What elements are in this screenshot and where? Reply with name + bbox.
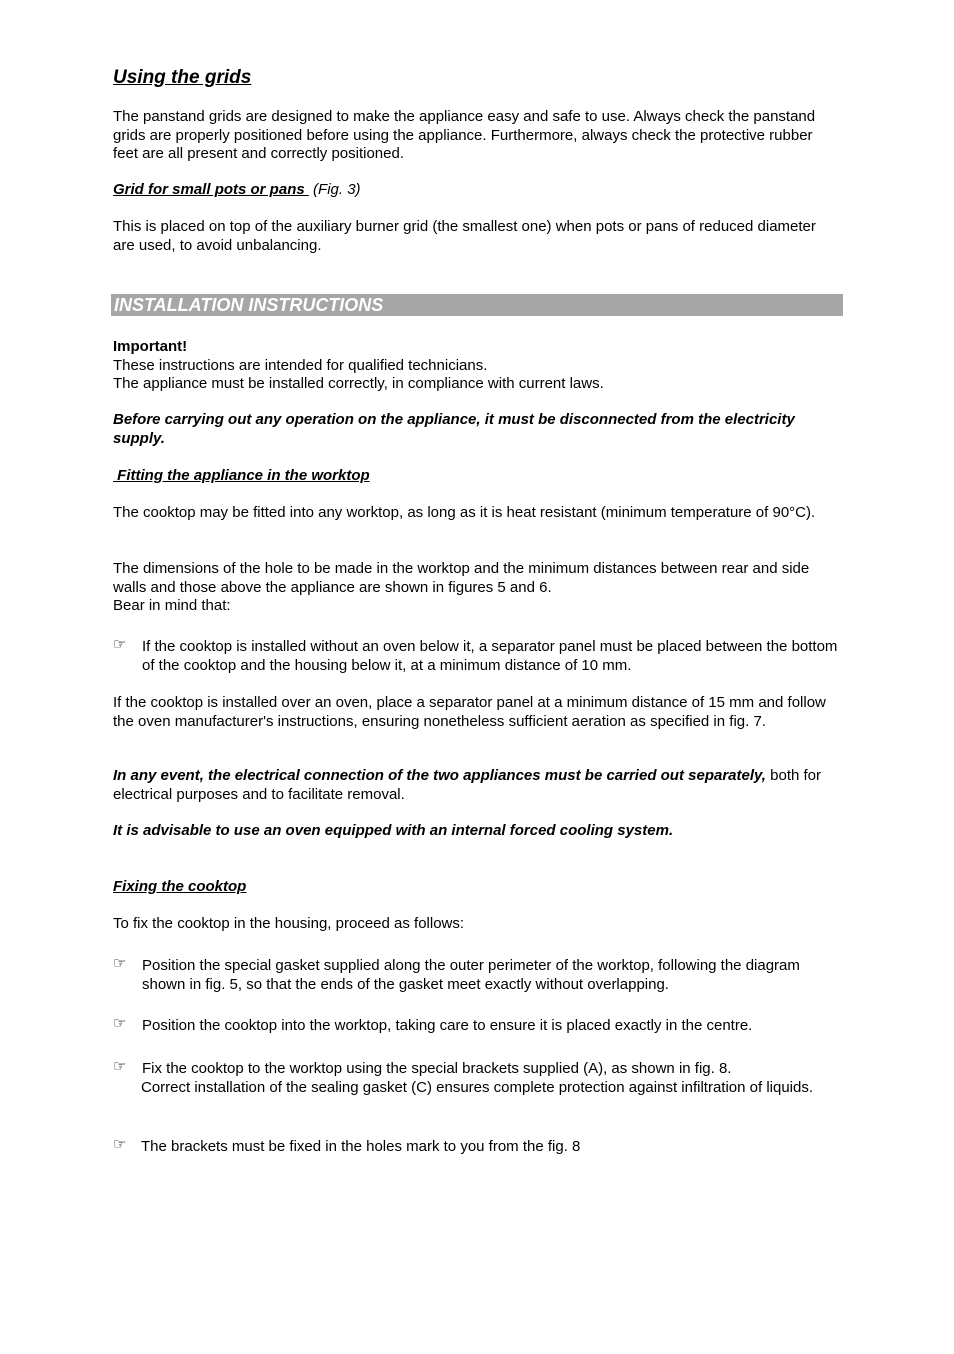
small-grid-heading: Grid for small pots or pans — [113, 181, 309, 198]
important-line-2: The appliance must be installed correctly, in compliance with current laws. — [113, 375, 604, 392]
fixing-bullet-3 — [113, 1060, 841, 1097]
disconnect-warning: Before carrying out any operation on the appliance, it must be disconnected from the electricity supply. — [113, 411, 795, 447]
fitting-paragraph-2: The dimensions of the hole to be made in the worktop and the minimum distances between rear and side walls and those above the appliance are shown in figures 5 and 6. — [113, 560, 810, 596]
fixing-heading-line — [113, 878, 841, 897]
pointing-hand-icon: ☞ — [113, 1136, 127, 1153]
electrical-paragraph — [113, 767, 841, 804]
small-grid-text: This is placed on top of the auxiliary burner grid (the smallest one) when pots or pans of reduced diameter are used, to avoid unbalancing. — [113, 218, 816, 254]
pointing-hand-icon: ☞ — [113, 636, 127, 653]
grids-intro: The panstand grids are designed to make the appliance easy and safe to use. Always check the panstand grids are properly positioned before using the appliance. Furthermore, always check the protective rubber feet are all present and correctly positioned. — [113, 108, 816, 162]
pointing-hand-icon: ☞ — [113, 955, 127, 972]
fixing-bullet-3-cont: Correct installation of the sealing gasket (C) ensures complete protection against infiltration of liquids. — [141, 1078, 814, 1096]
fixing-bullet-2-text: Position the cooktop into the worktop, taking care to ensure it is placed exactly in the centre. — [142, 1017, 753, 1034]
electrical-bold: In any event, the electrical connection of the two appliances must be carried out separately, — [113, 767, 766, 784]
small-grid-heading-line — [113, 181, 841, 200]
fitting-bullet — [113, 638, 841, 675]
pointing-hand-icon: ☞ — [113, 1015, 127, 1032]
installation-banner: INSTALLATION INSTRUCTIONS — [111, 294, 843, 316]
pointing-hand-icon: ☞ — [113, 1058, 127, 1075]
fixing-bullet-3-text: Fix the cooktop to the worktop using the special brackets supplied (A), as shown in fig. 8. — [142, 1060, 732, 1077]
fixing-heading: Fixing the cooktop — [113, 878, 247, 895]
fixing-bullet-4-text: The brackets must be fixed in the holes mark to you from the fig. 8 — [141, 1138, 581, 1155]
fixing-bullet-2 — [113, 1017, 841, 1036]
electrical-rest: both for electrical purposes and to facilitate removal. — [113, 767, 822, 803]
fitting-heading: Fitting the appliance in the worktop — [113, 467, 370, 484]
fitting-bullet-text: If the cooktop is installed without an oven below it, a separator panel must be placed between the bottom of the cooktop and the housing below it, at a minimum distance of 10 mm. — [142, 638, 838, 674]
important-line-1: These instructions are intended for qualified technicians. — [113, 357, 488, 374]
section-title-grids: Using the grids — [113, 67, 252, 88]
fixing-bullet-1-text: Position the special gasket supplied along the outer perimeter of the worktop, following the diagram shown in fig. 5, so that the ends of the gasket meet exactly without overlapping. — [142, 957, 800, 993]
oven-paragraph: If the cooktop is installed over an oven, place a separator panel at a minimum distance of 15 mm and follow the oven manufacturer's instructions, ensuring nonetheless sufficient aeration as specified in fig. 7. — [113, 694, 826, 730]
fitting-heading-line — [113, 467, 841, 486]
fitting-paragraph-1: The cooktop may be fitted into any worktop, as long as it is heat resistant (minimum temperature of 90°C). — [113, 504, 816, 521]
advisable-note: It is advisable to use an oven equipped with an internal forced cooling system. — [113, 822, 674, 839]
fixing-intro: To fix the cooktop in the housing, proceed as follows: — [113, 915, 465, 932]
fitting-paragraph-2b: Bear in mind that: — [113, 597, 231, 614]
fixing-bullet-4 — [113, 1138, 841, 1157]
important-label: Important! — [113, 338, 188, 355]
fixing-bullet-3-body — [141, 1060, 841, 1097]
fixing-bullet-1 — [113, 957, 841, 994]
small-grid-fig-ref: (Fig. 3) — [313, 181, 361, 198]
